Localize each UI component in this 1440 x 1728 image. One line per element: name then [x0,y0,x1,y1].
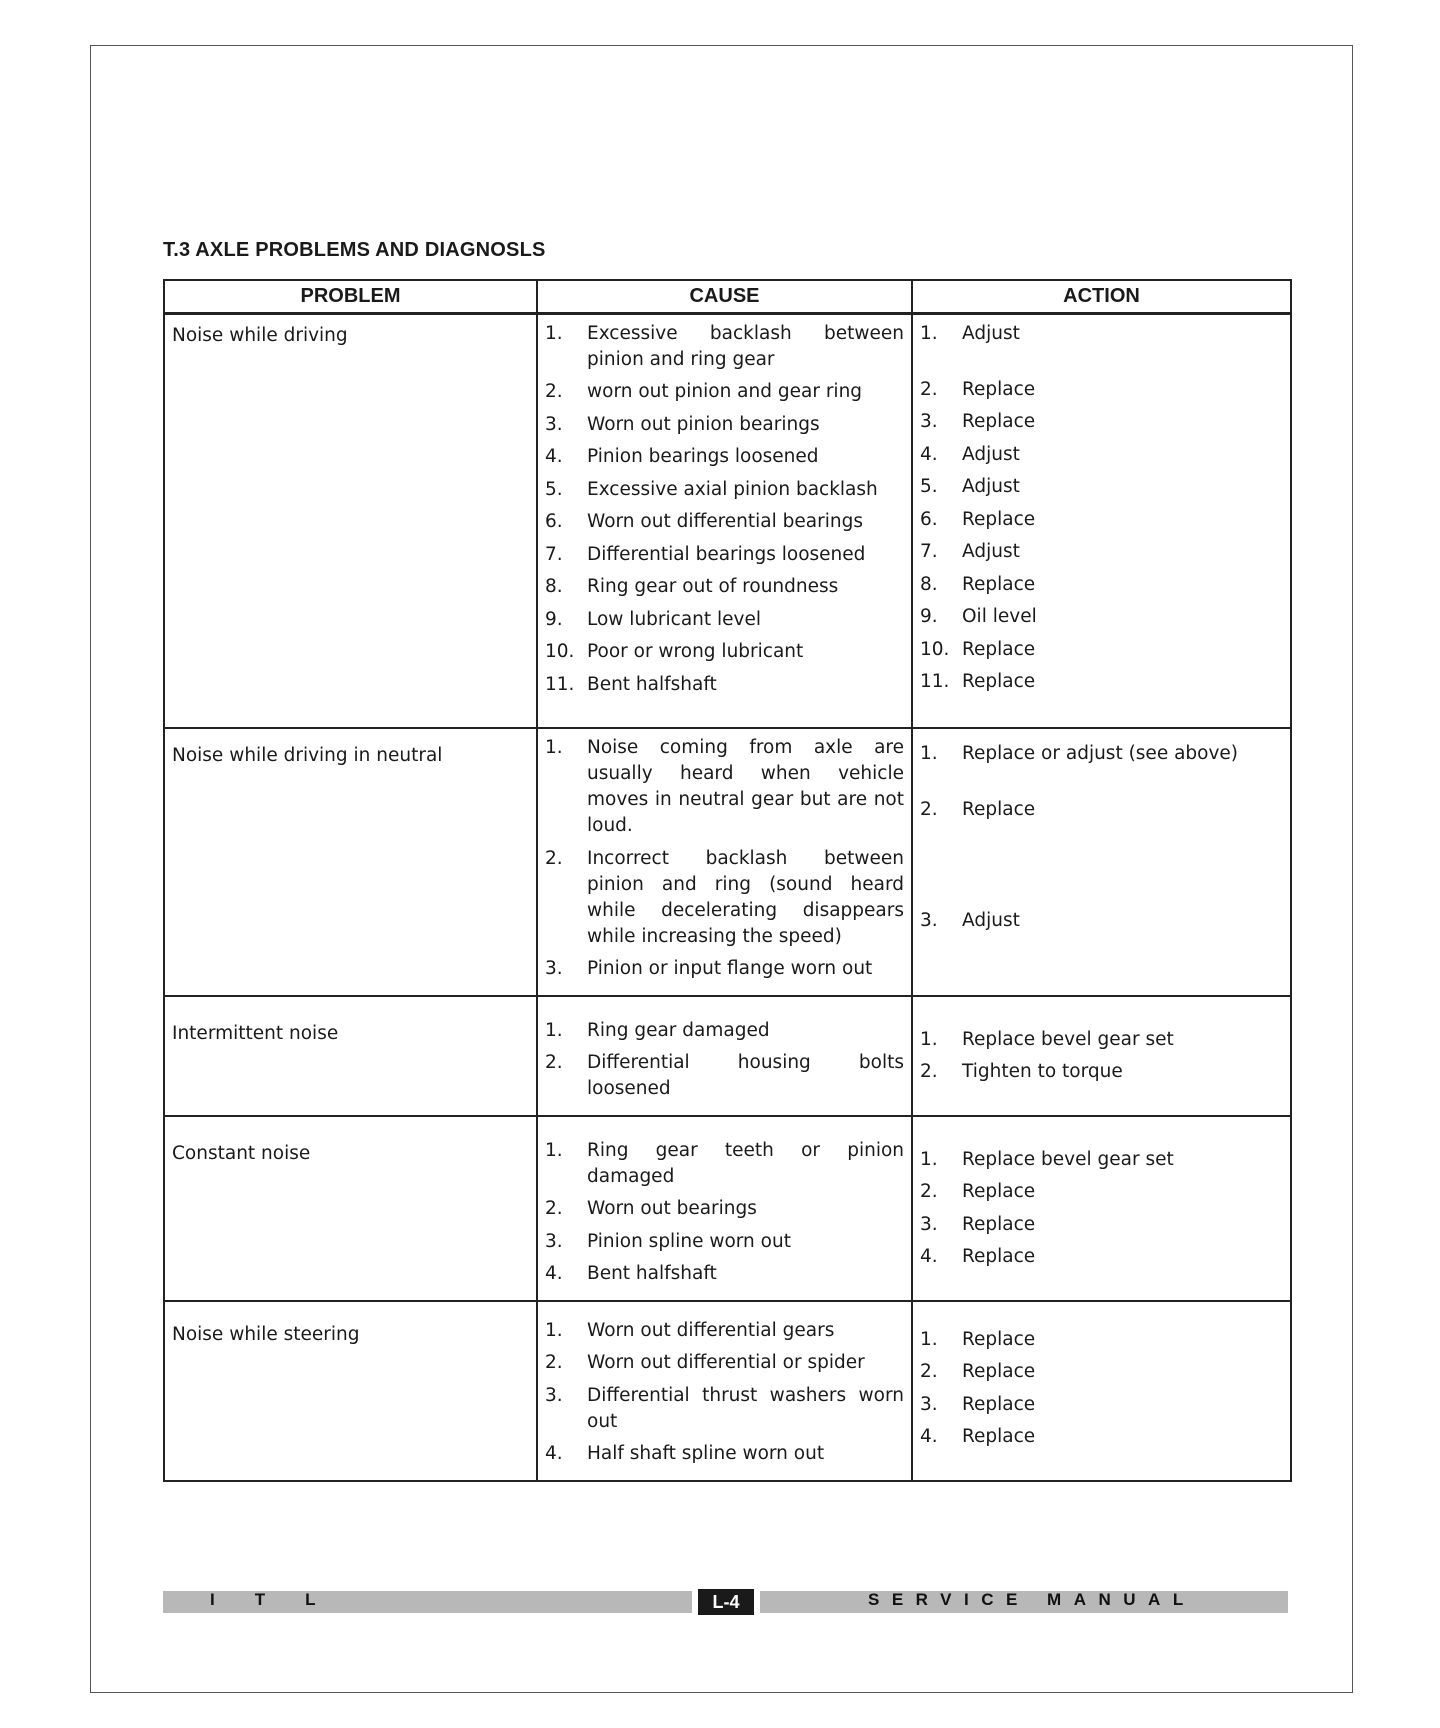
cause-number: 7. [545,543,563,565]
action-item [920,572,1283,598]
cause-cell [537,728,912,996]
table-header-row [164,280,1291,313]
cause-text: Worn out bearings [587,1198,757,1219]
cause-item [545,735,904,839]
action-number: 5. [920,476,938,497]
action-text: Replace [962,378,1036,400]
cause-text: Worn out differential gears [587,1319,835,1341]
action-number: 1. [920,322,938,344]
action-number: 3. [920,1213,938,1235]
cause-item [545,509,904,535]
action-number: 4. [920,443,938,465]
cause-item [545,1441,904,1467]
cause-number: 2. [545,381,563,402]
action-item [920,797,1283,823]
cause-text: Differential thrust washers worn out [587,1384,904,1432]
problem-text: Noise while steering [172,1323,360,1345]
cause-cell [537,313,912,728]
action-text: Replace [962,508,1036,530]
action-text: Adjust [962,910,1020,931]
action-text: Replace [962,1393,1036,1415]
cause-text: Ring gear teeth or pinion damaged [587,1139,904,1187]
cause-text: worn out pinion and gear ring [587,381,863,402]
action-text: Replace [962,638,1036,660]
header-problem: PROBLEM [164,280,537,313]
problem-text: Intermittent noise [172,1022,339,1044]
cause-number: 2. [545,1052,563,1073]
cause-number: 9. [545,608,563,630]
action-item [920,604,1283,630]
table-row [164,1301,1291,1481]
cause-list [538,1117,911,1300]
action-text: Adjust [962,322,1020,344]
cause-number: 3. [545,958,563,979]
cause-number: 1. [545,322,563,344]
action-text: Replace or adjust (see above) [962,743,1239,764]
cause-item [545,412,904,438]
cause-text: Worn out differential or spider [587,1352,865,1373]
cause-item [545,1196,904,1222]
action-item [920,1027,1283,1053]
action-list [913,315,1290,708]
cause-text: Pinion or input flange worn out [587,958,873,979]
action-item [920,1147,1283,1173]
cause-number: 11. [545,673,575,695]
cause-item [545,1318,904,1344]
cause-number: 5. [545,478,563,500]
action-number: 4. [920,1426,938,1447]
cause-item [545,956,904,982]
action-item [920,409,1283,435]
cause-item [545,607,904,633]
cause-list [538,729,911,995]
action-item [920,669,1283,695]
diagnosis-table [163,279,1292,1482]
action-text: Adjust [962,541,1020,562]
action-text: Replace [962,1181,1036,1202]
cause-item [545,639,904,665]
cause-item [545,846,904,950]
action-text: Tighten to torque [962,1061,1123,1082]
action-list [913,729,1290,947]
problem-text: Constant noise [172,1142,311,1164]
action-item [920,1059,1283,1085]
action-text: Adjust [962,476,1020,497]
action-text: Replace [962,1213,1036,1235]
cause-cell [537,996,912,1116]
action-number: 1. [920,1148,938,1170]
action-number: 10. [920,638,950,660]
action-item [920,741,1283,767]
cause-cell [537,1116,912,1301]
action-text: Replace [962,411,1036,432]
action-number: 3. [920,1393,938,1415]
cause-item [545,1050,904,1102]
action-cell [912,1116,1291,1301]
cause-text: Bent halfshaft [587,1263,717,1284]
action-cell [912,313,1291,728]
cause-item [545,444,904,470]
cause-text: Excessive backlash between pinion and ring gear [587,322,904,370]
action-item [920,1327,1283,1353]
cause-item [545,1229,904,1255]
cause-number: 4. [545,1263,563,1284]
action-list [913,997,1290,1098]
action-text: Replace [962,1361,1036,1382]
cause-text: Low lubricant level [587,608,762,630]
problem-cell [164,996,537,1116]
action-number: 2. [920,1361,938,1382]
action-cell [912,728,1291,996]
action-number: 7. [920,541,938,562]
header-cause: CAUSE [537,280,912,313]
action-text: Replace [962,573,1036,595]
action-cell [912,1301,1291,1481]
action-item [920,637,1283,663]
problem-cell [164,313,537,728]
problem-text: Noise while driving [172,324,348,346]
action-text: Replace [962,799,1036,820]
cause-number: 2. [545,847,563,869]
cause-text: Excessive axial pinion backlash [587,478,878,500]
cause-item [545,542,904,568]
cause-number: 6. [545,511,563,532]
cause-text: Ring gear out of roundness [587,576,839,597]
problem-cell [164,728,537,996]
cause-item [545,672,904,698]
cause-item [545,1350,904,1376]
action-number: 2. [920,1181,938,1202]
action-item [920,539,1283,565]
action-number: 9. [920,606,938,627]
action-list [913,1302,1290,1463]
action-item [920,474,1283,500]
cause-text: Incorrect backlash between pinion and ring (sound heard while decelerating disappears while increasing the speed) [587,847,904,947]
action-number: 8. [920,573,938,595]
cause-item [545,1018,904,1044]
action-item [920,908,1283,934]
action-item [920,1212,1283,1238]
table-row [164,996,1291,1116]
action-number: 11. [920,671,950,692]
cause-number: 3. [545,413,563,435]
header-action: ACTION [912,280,1291,313]
cause-number: 4. [545,1443,563,1464]
action-item [920,507,1283,533]
action-text: Replace [962,1426,1036,1447]
cause-number: 2. [545,1352,563,1373]
cause-text: Pinion spline worn out [587,1230,791,1252]
action-number: 2. [920,799,938,820]
cause-text: Bent halfshaft [587,673,717,695]
action-item [920,1392,1283,1418]
footer-company: ITL [210,1590,356,1609]
cause-number: 3. [545,1230,563,1252]
cause-list [538,315,911,711]
cause-text: Ring gear damaged [587,1019,770,1041]
action-item [920,442,1283,468]
cause-item [545,321,904,373]
cause-number: 1. [545,1019,563,1041]
cause-text: Pinion bearings loosened [587,446,819,467]
action-number: 3. [920,910,938,931]
action-text: Replace [962,1328,1036,1350]
cause-number: 10. [545,641,575,662]
cause-text: Worn out differential bearings [587,511,863,532]
action-item [920,1424,1283,1450]
cause-number: 2. [545,1198,563,1219]
cause-text: Half shaft spline worn out [587,1443,825,1464]
cause-number: 1. [545,737,563,758]
action-number: 2. [920,378,938,400]
cause-text: Noise coming from axle are usually heard when vehicle moves in neutral gear but are not loud. [587,737,904,836]
cause-number: 8. [545,576,563,597]
action-text: Replace bevel gear set [962,1028,1174,1050]
cause-number: 1. [545,1139,563,1161]
action-number: 1. [920,1028,938,1050]
table-row [164,728,1291,996]
action-text: Replace [962,1246,1036,1267]
cause-item [545,379,904,405]
action-text: Oil level [962,606,1037,627]
cause-number: 1. [545,1319,563,1341]
cause-item [545,1383,904,1435]
action-number: 2. [920,1061,938,1082]
action-text: Adjust [962,443,1020,465]
action-cell [912,996,1291,1116]
cause-text: Differential bearings loosened [587,543,866,565]
table-row [164,1116,1291,1301]
action-text: Replace bevel gear set [962,1148,1174,1170]
cause-list [538,997,911,1115]
cause-text: Poor or wrong lubricant [587,641,804,662]
cause-cell [537,1301,912,1481]
cause-number: 4. [545,446,563,467]
page-number: L-4 [692,1589,760,1615]
action-item [920,1359,1283,1385]
action-number: 1. [920,743,938,764]
action-text: Replace [962,671,1036,692]
problem-cell [164,1301,537,1481]
cause-text: Differential housing bolts loosened [587,1052,904,1099]
problem-cell [164,1116,537,1301]
cause-item [545,1261,904,1287]
cause-text: Worn out pinion bearings [587,413,820,435]
action-item [920,1179,1283,1205]
section-title: T.3 AXLE PROBLEMS AND DIAGNOSLS [163,239,546,261]
action-item [920,1244,1283,1270]
cause-number: 3. [545,1384,563,1406]
action-number: 6. [920,508,938,530]
action-number: 4. [920,1246,938,1267]
table-row [164,313,1291,728]
action-list [913,1117,1290,1283]
footer-manual-title: SERVICE MANUAL [868,1590,1196,1609]
cause-list [538,1302,911,1480]
action-item [920,377,1283,403]
cause-item [545,1138,904,1190]
action-number: 3. [920,411,938,432]
cause-item [545,574,904,600]
action-item [920,321,1283,347]
problem-text: Noise while driving in neutral [172,745,443,766]
cause-item [545,477,904,503]
action-number: 1. [920,1328,938,1350]
